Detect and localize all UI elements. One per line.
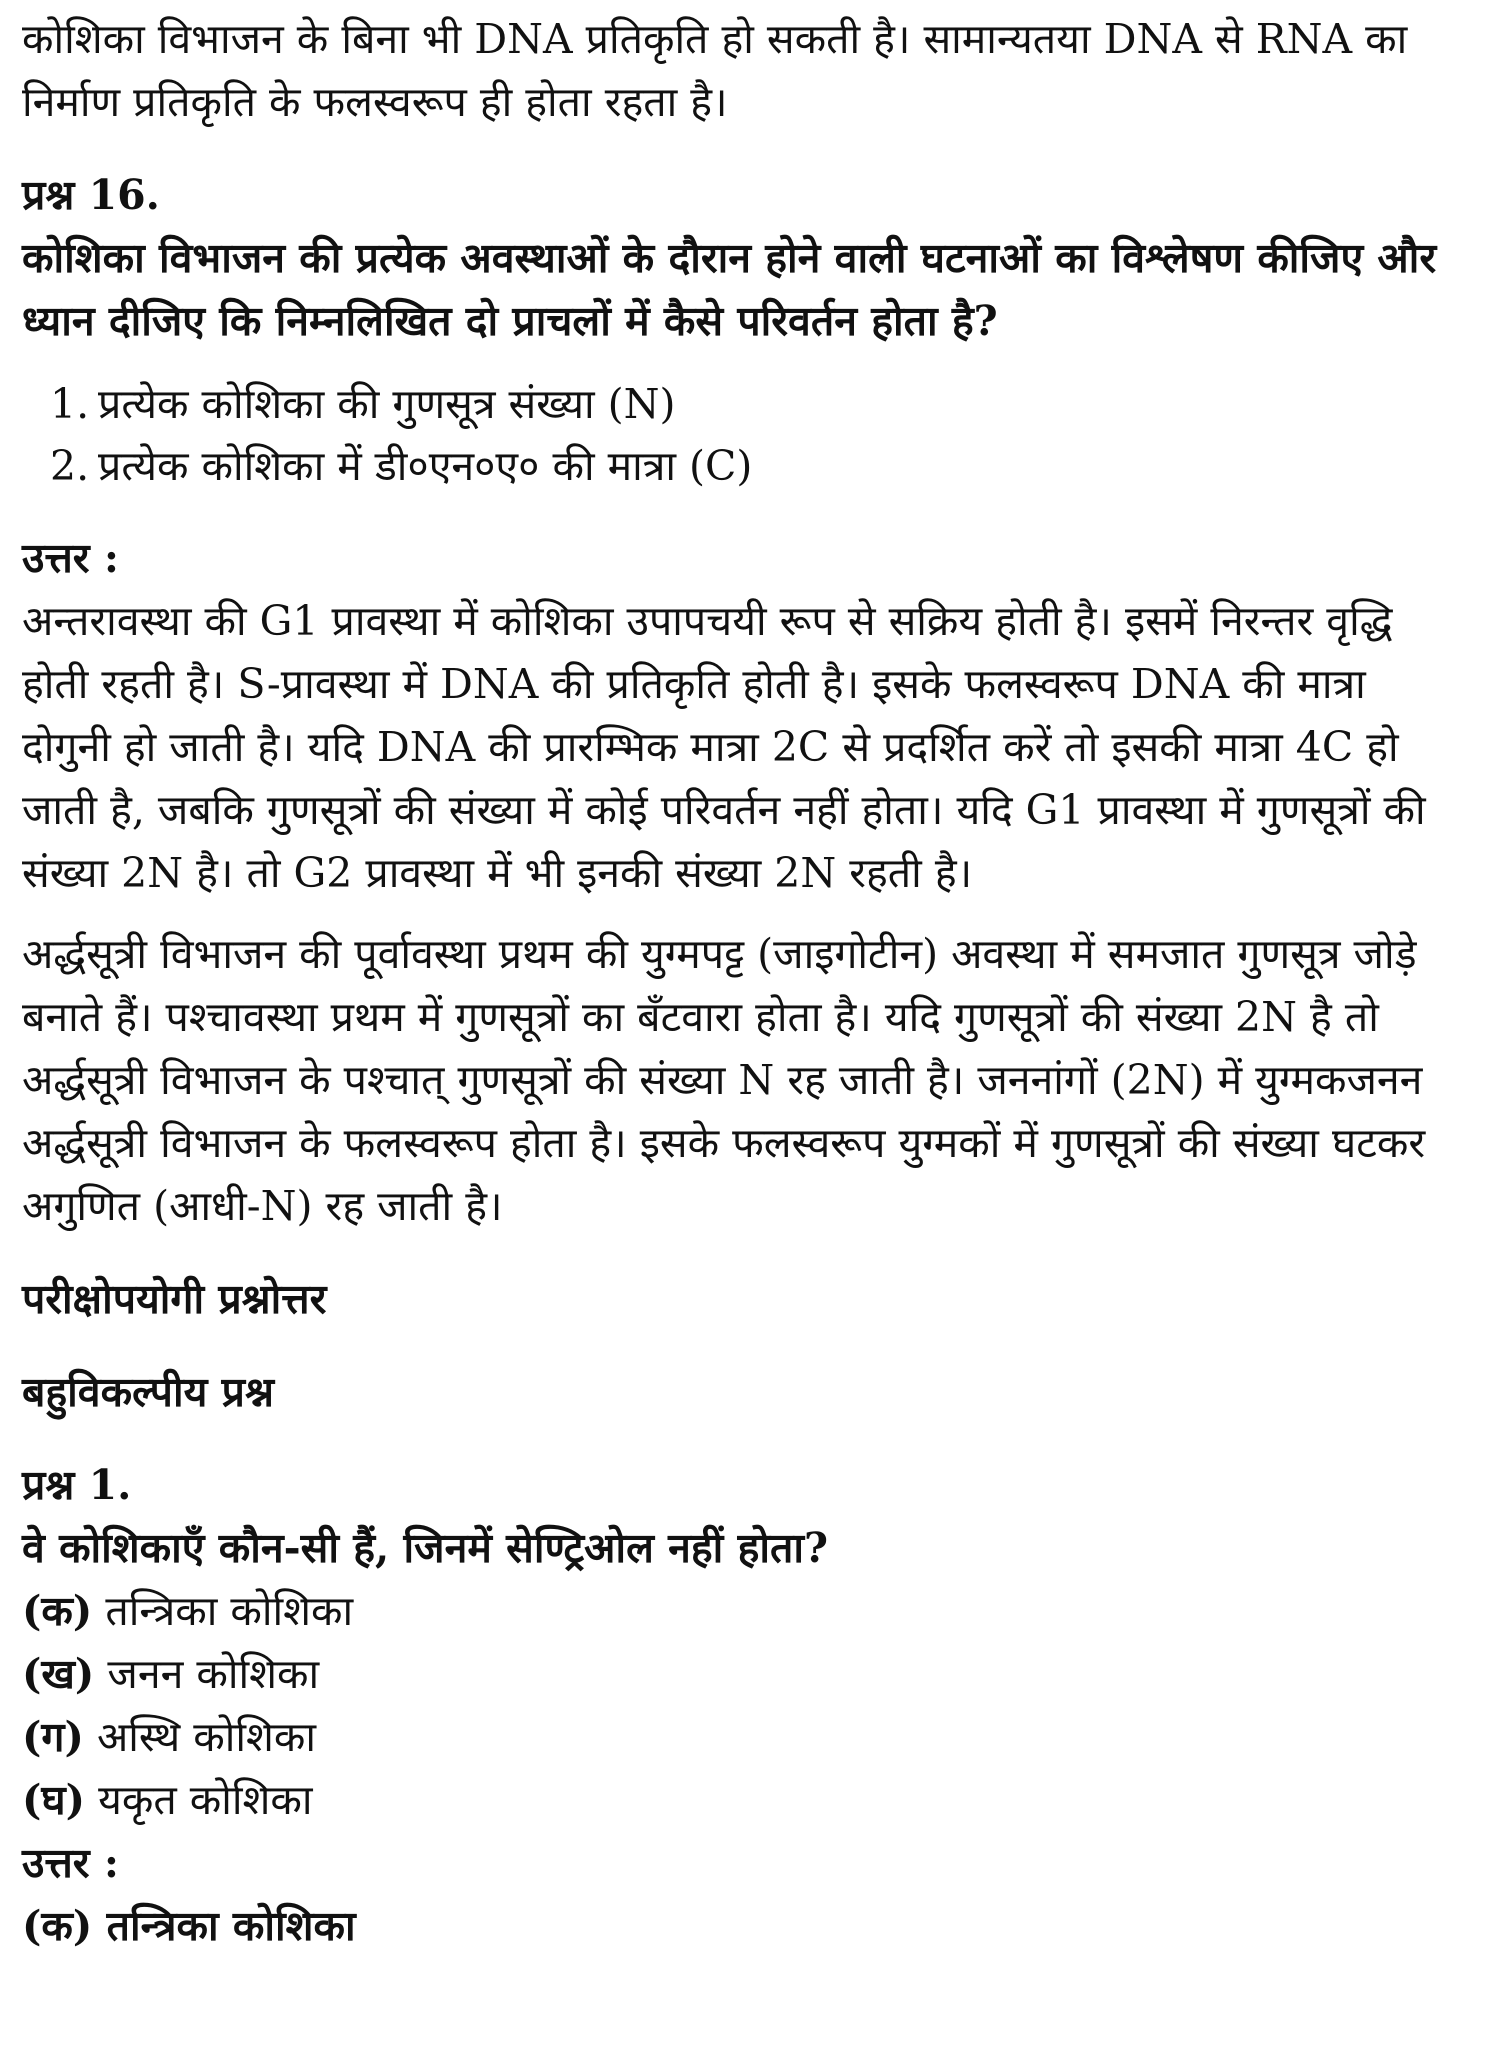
q1-label: प्रश्न 1. <box>22 1461 132 1509</box>
q16-question: कोशिका विभाजन की प्रत्येक अवस्थाओं के दौरान होने वाली घटनाओं का विश्लेषण कीजिए और ध्यान दीजिए कि निम्नलिखित दो प्राचलों में कैसे परिवर्तन होता है? <box>22 234 1437 345</box>
option-text: तन्त्रिका कोशिका <box>105 1587 354 1635</box>
q1-answer-label: उत्तर : <box>22 1839 119 1887</box>
option-label: (घ) <box>22 1776 86 1824</box>
q16-answer-paragraph-2: अर्द्धसूत्री विभाजन की पूर्वावस्था प्रथम की युग्मपट्ट (जाइगोटीन) अवस्था में समजात गुणसूत्र जोड़े बनाते हैं। पश्चावस्था प्रथम में गुणसूत्रों का बँटवारा होता है। यदि गुणसूत्रों की संख्या 2N है तो अर्द्धसूत्री विभाजन के पश्चात् गुणसूत्रों की संख्या N रह जाती है। जननांगों (2N) में युग्मकजनन अर्द्धसूत्री विभाजन के फलस्वरूप होता है। इसके फलस्वरूप युग्मकों में गुणसूत्रों की संख्या घटकर अगुणित (आधी-N) रह जाती है। <box>22 930 1426 1230</box>
q1-option-b <box>22 1643 1462 1706</box>
q16-parameter-list <box>22 373 1462 497</box>
answer-option-label: (क) <box>22 1902 93 1950</box>
option-text: जनन कोशिका <box>107 1650 320 1698</box>
section-title: परीक्षोपयोगी प्रश्नोत्तर <box>22 1275 327 1323</box>
q16-answer-paragraph-1: अन्तरावस्था की G1 प्रावस्था में कोशिका उपापचयी रूप से सक्रिय होती है। इसमें निरन्तर वृद्धि होती रहती है। S-प्रावस्था में DNA की प्रतिकृति होती है। इसके फलस्वरूप DNA की मात्रा दोगुनी हो जाती है। यदि DNA की प्रारम्भिक मात्रा 2C से प्रदर्शित करें तो इसकी मात्रा 4C हो जाती है, जबकि गुणसूत्रों की संख्या में कोई परिवर्तन नहीं होता। यदि G1 प्रावस्था में गुणसूत्रों की संख्या 2N है। तो G2 प्रावस्था में भी इनकी संख्या 2N रहती है। <box>22 597 1426 897</box>
subsection-title: बहुविकल्पीय प्रश्न <box>22 1368 274 1416</box>
option-label: (ख) <box>22 1650 95 1698</box>
list-item <box>22 435 1462 497</box>
q16-label: प्रश्न 16. <box>22 171 160 219</box>
list-item <box>22 373 1462 435</box>
list-item-text: प्रत्येक कोशिका की गुणसूत्र संख्या (N) <box>98 380 676 428</box>
option-label: (क) <box>22 1587 93 1635</box>
list-item-text: प्रत्येक कोशिका में डी०एन०ए० की मात्रा (C) <box>98 442 753 490</box>
q1-question: वे कोशिकाएँ कौन-सी हैं, जिनमें सेण्ट्रिओल नहीं होता? <box>22 1524 828 1572</box>
intro-paragraph: कोशिका विभाजन के बिना भी DNA प्रतिकृति हो सकती है। सामान्यतया DNA से RNA का निर्माण प्रतिकृति के फलस्वरूप ही होता रहता है। <box>22 15 1408 126</box>
option-text: अस्थि कोशिका <box>96 1713 316 1761</box>
q1-option-d <box>22 1769 1462 1832</box>
q1-option-a <box>22 1580 1462 1643</box>
q16-answer-label: उत्तर : <box>22 534 119 582</box>
q1-option-c <box>22 1706 1462 1769</box>
option-label: (ग) <box>22 1713 84 1761</box>
option-text: यकृत कोशिका <box>98 1776 313 1824</box>
q1-answer <box>22 1895 1462 1958</box>
document-page <box>22 8 1462 1958</box>
answer-text: तन्त्रिका कोशिका <box>106 1902 356 1950</box>
list-item-number: 2. <box>50 442 90 490</box>
list-item-number: 1. <box>50 380 90 428</box>
